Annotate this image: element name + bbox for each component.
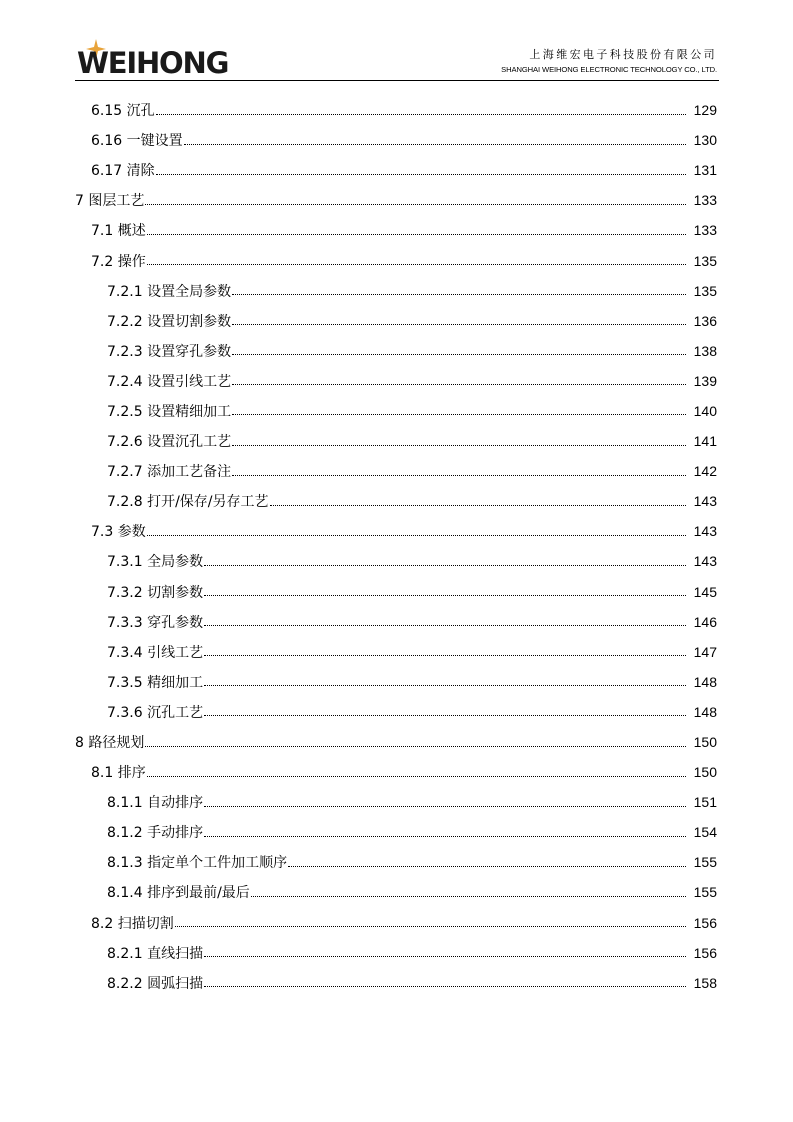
toc-entry-title: 7.2 操作 [91,253,146,270]
dot-leader [147,521,686,536]
toc-entry-title: 7.3.2 切割参数 [107,584,204,601]
toc-entry-page-number: 156 [693,944,717,961]
dot-leader [288,852,686,867]
toc-entry[interactable] [0,637,793,667]
dot-leader [204,581,686,596]
toc-entry[interactable] [0,787,793,817]
toc-entry-title: 7.2.3 设置穿孔参数 [107,343,232,360]
dot-leader [147,250,686,265]
toc-entry[interactable] [0,185,793,215]
toc-entry-page-number: 158 [693,974,717,991]
toc-entry[interactable] [0,396,793,426]
toc-entry-title: 7.3.6 沉孔工艺 [107,704,204,721]
toc-entry[interactable] [0,577,793,607]
toc-entry-title: 8.1.2 手动排序 [107,825,204,842]
toc-entry-title: 7.3 参数 [91,524,146,541]
toc-entry-title: 8.2.2 圆弧扫描 [107,975,204,992]
toc-entry-page-number: 155 [693,854,717,871]
toc-entry[interactable] [0,426,793,456]
dot-leader [184,130,686,145]
toc-entry-title: 7.2.7 添加工艺备注 [107,464,232,481]
toc-entry[interactable] [0,95,793,125]
toc-entry[interactable] [0,908,793,938]
toc-entry-page-number: 150 [693,764,717,781]
toc-entry-page-number: 154 [693,824,717,841]
dot-leader [175,912,686,927]
dot-leader [232,370,686,385]
dot-leader [204,671,686,686]
toc-entry-title: 8 路径规划 [75,735,145,752]
toc-entry-title: 7.2.4 设置引线工艺 [107,373,232,390]
company-name-cn: 上海维宏电子科技股份有限公司 [529,48,717,61]
toc-entry[interactable] [0,697,793,727]
toc-entry[interactable] [0,667,793,697]
toc-entry-title: 6.16 一键设置 [91,133,183,150]
toc-entry-title: 8.1 排序 [91,765,146,782]
toc-entry-title: 7 图层工艺 [75,193,145,210]
dot-leader [204,701,686,716]
toc-entry-title: 8.1.3 指定单个工件加工顺序 [107,855,288,872]
toc-entry-title: 7.2.2 设置切割参数 [107,313,232,330]
toc-entry[interactable] [0,546,793,576]
dot-leader [145,732,686,747]
toc-entry-page-number: 139 [693,372,717,389]
toc-entry-page-number: 148 [693,703,717,720]
toc-entry-title: 7.2.5 设置精细加工 [107,403,232,420]
toc-entry-page-number: 130 [693,132,717,149]
dot-leader [232,400,686,415]
toc-entry-page-number: 129 [693,102,717,119]
dot-leader [232,310,686,325]
toc-entry-page-number: 146 [693,613,717,630]
toc-entry-page-number: 138 [693,342,717,359]
toc-entry-title: 7.3.5 精细加工 [107,674,204,691]
toc-entry-title: 7.2.8 打开/保存/另存工艺 [107,494,269,511]
toc-entry-page-number: 143 [693,553,717,570]
dot-leader [204,611,686,626]
dot-leader [204,551,686,566]
dot-leader [204,792,686,807]
toc-entry-page-number: 131 [693,162,717,179]
dot-leader [232,340,686,355]
toc-entry-title: 7.3.3 穿孔参数 [107,614,204,631]
logo-text: WEIHONG [77,46,229,80]
toc-entry[interactable] [0,276,793,306]
toc-entry[interactable] [0,968,793,998]
toc-entry[interactable] [0,245,793,275]
toc-entry[interactable] [0,516,793,546]
toc-entry[interactable] [0,215,793,245]
company-name-en: SHANGHAI WEIHONG ELECTRONIC TECHNOLOGY CO., LTD. [501,65,717,74]
toc-entry-title: 8.1.1 自动排序 [107,795,204,812]
dot-leader [156,100,686,115]
toc-entry-title: 7.3.1 全局参数 [107,554,204,571]
toc-entry-page-number: 143 [693,523,717,540]
toc-entry-title: 7.1 概述 [91,223,146,240]
dot-leader [270,491,686,506]
toc-entry-page-number: 156 [693,914,717,931]
dot-leader [204,972,686,987]
dot-leader [145,190,686,205]
toc-entry[interactable] [0,306,793,336]
dot-leader [232,461,686,476]
toc-entry-page-number: 133 [693,222,717,239]
toc-entry[interactable] [0,486,793,516]
toc-entry[interactable] [0,336,793,366]
toc-entry[interactable] [0,757,793,787]
toc-entry[interactable] [0,607,793,637]
toc-entry-title: 7.2.1 设置全局参数 [107,283,232,300]
dot-leader [204,942,686,957]
toc-entry-title: 7.2.6 设置沉孔工艺 [107,434,232,451]
toc-entry-page-number: 133 [693,192,717,209]
dot-leader [156,160,686,175]
toc-entry-page-number: 147 [693,643,717,660]
toc-entry[interactable] [0,877,793,907]
toc-entry[interactable] [0,366,793,396]
toc-entry[interactable] [0,456,793,486]
dot-leader [251,882,686,897]
toc-entry[interactable] [0,938,793,968]
toc-entry-title: 8.2 扫描切割 [91,915,174,932]
weihong-logo [77,39,247,79]
toc-entry-title: 6.15 沉孔 [91,103,155,120]
toc-entry-page-number: 135 [693,252,717,269]
toc-entry-page-number: 135 [693,282,717,299]
toc-entry-page-number: 148 [693,673,717,690]
toc-entry-title: 7.3.4 引线工艺 [107,644,204,661]
toc-entry-page-number: 155 [693,884,717,901]
toc-entry-title: 8.2.1 直线扫描 [107,945,204,962]
toc-entry-page-number: 145 [693,583,717,600]
toc-entry-page-number: 140 [693,402,717,419]
toc-entry-page-number: 150 [693,734,717,751]
toc-entry[interactable] [0,155,793,185]
toc-entry[interactable] [0,817,793,847]
toc-entry-page-number: 136 [693,312,717,329]
toc-entry-title: 6.17 清除 [91,163,155,180]
table-of-contents [0,95,793,998]
dot-leader [232,280,686,295]
toc-entry-page-number: 151 [693,794,717,811]
dot-leader [232,431,686,446]
toc-entry[interactable] [0,125,793,155]
toc-entry-page-number: 143 [693,493,717,510]
toc-entry-page-number: 141 [693,433,717,450]
toc-entry[interactable] [0,727,793,757]
toc-entry-title: 8.1.4 排序到最前/最后 [107,885,250,902]
toc-entry[interactable] [0,847,793,877]
toc-entry-page-number: 142 [693,463,717,480]
page-header [75,36,719,81]
dot-leader [147,762,686,777]
dot-leader [147,220,686,235]
dot-leader [204,641,686,656]
dot-leader [204,822,686,837]
